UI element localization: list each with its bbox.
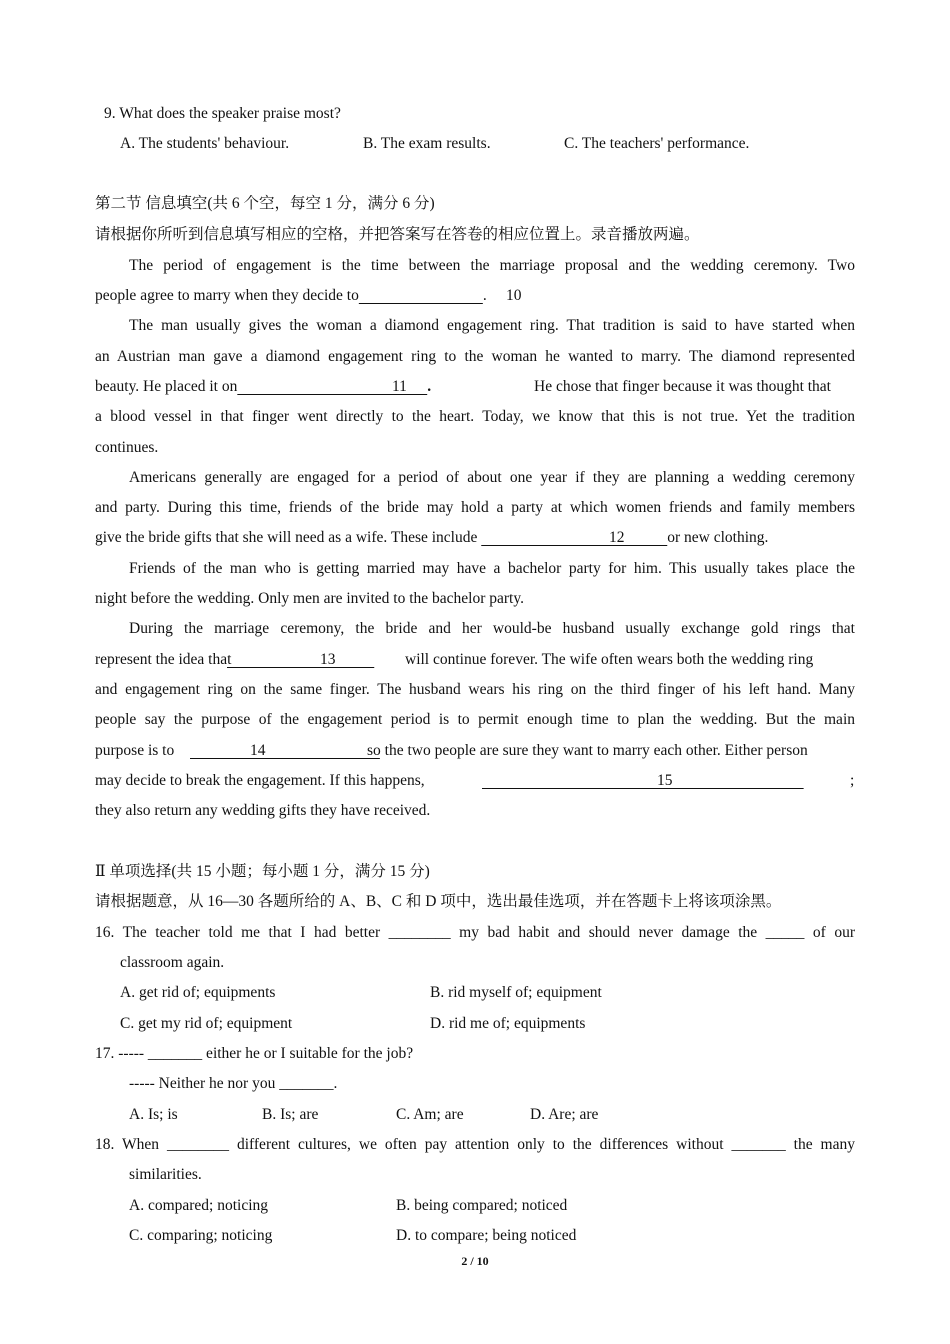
section3-heading: Ⅱ 单项选择(共 15 小题；每小题 1 分，满分 15 分) <box>95 863 430 880</box>
q17-option-c: C. Am; are <box>396 1106 464 1123</box>
q16-option-d: D. rid me of; equipments <box>430 1015 586 1032</box>
section2-heading: 第二节 信息填空(共 6 个空，每空 1 分，满分 6 分) <box>95 195 435 212</box>
passage-line: continues. <box>95 439 159 456</box>
passage-line: The man usually gives the woman a diamond engagement ring. That tradition is said to have started when <box>129 317 855 334</box>
q16-stem: 16. The teacher told me that I had better ________ my bad habit and should never damage the _____ of our <box>95 924 855 941</box>
section2-instruction: 请根据你所听到信息填写相应的空格，并把答案写在答卷的相应位置上。录音播放两遍。 <box>95 226 700 243</box>
passage-line: and party. During this time, friends of the bride may hold a party at which women friends and family members <box>95 499 855 516</box>
q16-stem-cont: classroom again. <box>120 954 225 971</box>
passage-line: may decide to break the engagement. If this happens, <box>95 772 425 789</box>
passage-line: and engagement ring on the same finger. The husband wears his ring on the third finger of his left hand. Many <box>95 681 855 698</box>
q18-stem-cont: similarities. <box>129 1166 202 1183</box>
q16-option-c: C. get my rid of; equipment <box>120 1015 293 1032</box>
q18-option-a: A. compared; noticing <box>129 1197 269 1214</box>
blank-15-number: 15 <box>657 772 673 789</box>
passage-line: During the marriage ceremony, the bride and her would-be husband usually exchange gold rings that <box>129 620 855 637</box>
q17-option-b: B. Is; are <box>262 1106 319 1123</box>
blank-14 <box>190 741 380 761</box>
passage-line: so the two people are sure they want to marry each other. Either person <box>367 742 808 759</box>
q16-option-a: A. get rid of; equipments <box>120 984 276 1001</box>
q9-option-b: B. The exam results. <box>363 135 491 152</box>
semicolon: ; <box>850 772 855 789</box>
passage-line: represent the idea that <box>95 651 232 668</box>
section3-instruction: 请根据题意，从 16—30 各题所给的 A、B、C 和 D 项中，选出最佳选项，并在答题卡上将该项涂黑。 <box>95 893 782 910</box>
passage-line: purpose is to <box>95 742 175 759</box>
passage-line: night before the wedding. Only men are invited to the bachelor party. <box>95 590 524 607</box>
passage-line: a blood vessel in that finger went directly to the heart. Today, we know that this is not true. Yet the tradition <box>95 408 855 425</box>
passage-line: people say the purpose of the engagement period is to permit enough time to plan the wedding. But the main <box>95 711 855 728</box>
q17-option-a: A. Is; is <box>129 1106 178 1123</box>
passage-line: Americans generally are engaged for a period of about one year if they are planning a wedding ceremony <box>129 469 855 486</box>
blank-11-number: 11 <box>392 378 407 395</box>
blank-15 <box>482 771 804 791</box>
q18-option-b: B. being compared; noticed <box>396 1197 568 1214</box>
q18-option-d: D. to compare; being noticed <box>396 1227 577 1244</box>
page-number: 2 / 10 <box>461 1254 489 1268</box>
passage-line: will continue forever. The wife often wears both the wedding ring <box>405 651 814 668</box>
blank-12-number: 12 <box>609 529 625 546</box>
q9-stem: 9. What does the speaker praise most? <box>104 105 341 122</box>
blank-13-number: 13 <box>320 651 336 668</box>
blank-13 <box>227 650 374 670</box>
passage-line: The period of engagement is the time between the marriage proposal and the wedding ceremony. Two <box>129 257 855 274</box>
blank-12 <box>481 528 667 548</box>
q9-option-c: C. The teachers' performance. <box>564 135 750 152</box>
q18-stem: 18. When ________ different cultures, we often pay attention only to the differences without _______ the many <box>95 1136 855 1153</box>
passage-line: they also return any wedding gifts they have received. <box>95 802 431 819</box>
q17-reply: ----- Neither he nor you _______. <box>129 1075 338 1092</box>
passage-line: He chose that finger because it was thought that <box>534 378 831 395</box>
blank-10 <box>359 286 483 306</box>
q9-option-a: A. The students' behaviour. <box>120 135 290 152</box>
passage-line-blank-12: give the bride gifts that she will need as a wife. These include or new clothing. <box>95 529 769 546</box>
q17-option-d: D. Are; are <box>530 1106 599 1123</box>
passage-line-blank-11: beauty. He placed it on . <box>95 378 432 395</box>
q16-option-b: B. rid myself of; equipment <box>430 984 602 1001</box>
q18-option-c: C. comparing; noticing <box>129 1227 273 1244</box>
passage-line: Friends of the man who is getting married may have a bachelor party for him. This usually takes place the <box>129 560 855 577</box>
passage-line: an Austrian man gave a diamond engagement ring to the woman he wanted to marry. The diamond represented <box>95 348 855 365</box>
blank-10-number: 10 <box>506 287 522 304</box>
passage-line-blank-10: people agree to marry when they decide to . <box>95 287 487 304</box>
blank-14-number: 14 <box>250 742 266 759</box>
q17-stem: 17. ----- _______ either he or I suitable for the job? <box>95 1045 414 1062</box>
